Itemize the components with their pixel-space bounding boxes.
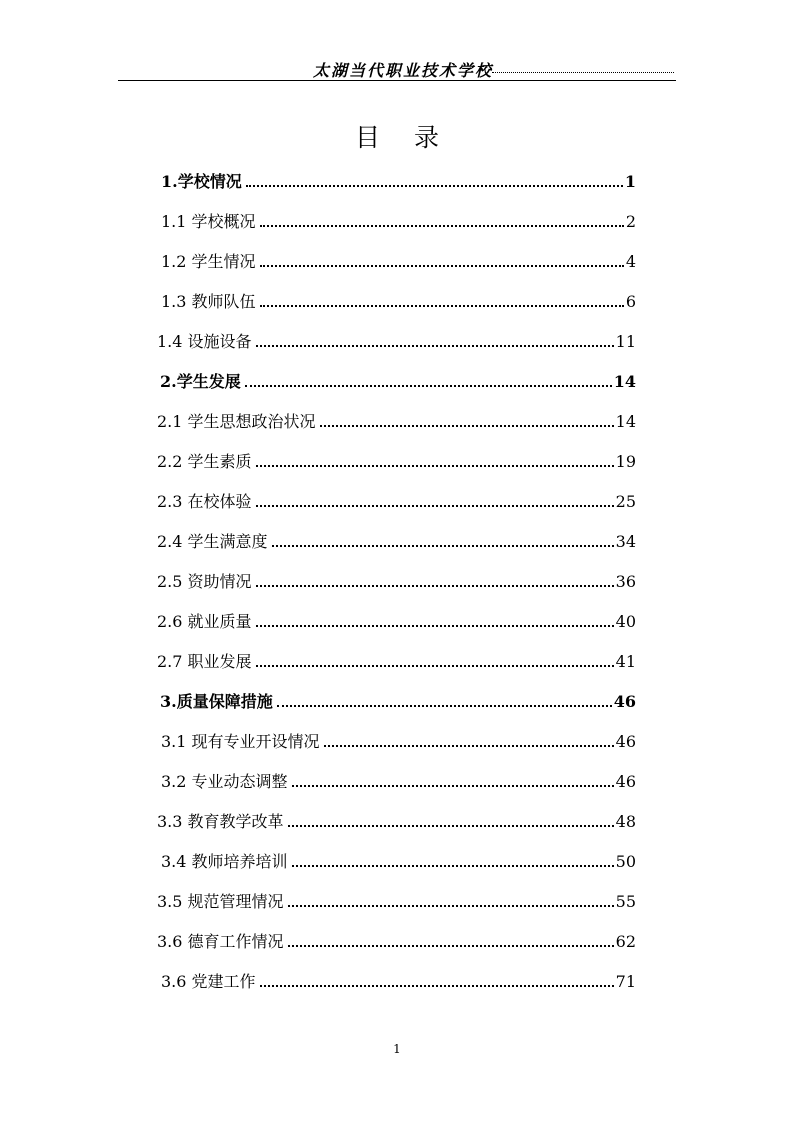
toc-entry bbox=[161, 768, 636, 792]
toc-entry-page: 62 bbox=[615, 932, 636, 951]
toc-entry-label: 1.4 设施设备 bbox=[157, 332, 252, 351]
toc-entry-page: 71 bbox=[615, 972, 636, 991]
toc-entry-label: 2.6 就业质量 bbox=[157, 612, 252, 631]
toc-entry-page: 25 bbox=[615, 492, 636, 511]
toc-dot-leader bbox=[256, 585, 614, 587]
toc-entry bbox=[157, 888, 636, 912]
toc-dot-leader bbox=[256, 465, 614, 467]
toc-dot-leader bbox=[260, 265, 624, 267]
toc-entry bbox=[157, 648, 636, 672]
toc-dot-leader bbox=[246, 185, 623, 187]
toc-dot-leader bbox=[292, 865, 614, 867]
toc-entry-page: 55 bbox=[615, 892, 636, 911]
toc-entry-label: 1.1 学校概况 bbox=[161, 212, 256, 231]
toc-dot-leader bbox=[292, 785, 614, 787]
toc-entry bbox=[157, 408, 636, 432]
toc-dot-leader bbox=[277, 705, 612, 707]
toc-section-entry bbox=[160, 688, 636, 712]
toc-entry-page: 2 bbox=[625, 212, 636, 231]
toc-entry bbox=[157, 928, 636, 952]
toc-entry bbox=[157, 448, 636, 472]
toc-section-entry bbox=[161, 168, 636, 192]
toc-entry bbox=[161, 848, 636, 872]
toc-dot-leader bbox=[260, 985, 614, 987]
toc-dot-leader bbox=[256, 665, 614, 667]
toc-entry-page: 46 bbox=[615, 772, 636, 791]
toc-entry-page: 41 bbox=[615, 652, 636, 671]
toc-section-entry bbox=[160, 368, 636, 392]
toc-entry-label: 3.6 德育工作情况 bbox=[157, 932, 284, 951]
toc-entry-label: 2.4 学生满意度 bbox=[157, 532, 268, 551]
toc-entry-page: 46 bbox=[613, 692, 636, 711]
toc-dot-leader bbox=[272, 545, 614, 547]
toc-dot-leader bbox=[260, 225, 624, 227]
toc-entry-page: 4 bbox=[625, 252, 636, 271]
toc-entry-label: 3.5 规范管理情况 bbox=[157, 892, 284, 911]
page-number: 1 bbox=[393, 1042, 401, 1056]
toc-dot-leader bbox=[256, 505, 614, 507]
toc-dot-leader bbox=[288, 825, 614, 827]
toc-entry-label: 3.质量保障措施 bbox=[160, 692, 273, 711]
toc-dot-leader bbox=[256, 345, 614, 347]
toc-dot-leader bbox=[320, 425, 614, 427]
toc-entry-page: 19 bbox=[615, 452, 636, 471]
toc-entry bbox=[161, 728, 636, 752]
toc-dot-leader bbox=[260, 305, 624, 307]
toc-entry-label: 1.学校情况 bbox=[161, 172, 242, 191]
toc-entry-page: 1 bbox=[624, 172, 636, 191]
toc-entry-label: 2.3 在校体验 bbox=[157, 492, 252, 511]
toc-entry bbox=[157, 808, 636, 832]
toc-entry-page: 34 bbox=[615, 532, 636, 551]
toc-title: 目录 bbox=[354, 123, 473, 152]
toc-entry-page: 46 bbox=[615, 732, 636, 751]
toc-entry-label: 2.7 职业发展 bbox=[157, 652, 252, 671]
toc-entry-label: 3.1 现有专业开设情况 bbox=[161, 732, 320, 751]
toc-entry-page: 50 bbox=[615, 852, 636, 871]
toc-entry-label: 3.3 教育教学改革 bbox=[157, 812, 284, 831]
toc-entry-page: 11 bbox=[615, 332, 636, 351]
toc-entry-label: 3.6 党建工作 bbox=[161, 972, 256, 991]
header-school-name: 太湖当代职业技术学校 bbox=[313, 61, 494, 80]
toc-dot-leader bbox=[288, 945, 614, 947]
toc-entry bbox=[157, 528, 636, 552]
toc-entry-page: 14 bbox=[613, 372, 636, 391]
toc-entry-label: 1.2 学生情况 bbox=[161, 252, 256, 271]
toc-entry-page: 6 bbox=[625, 292, 636, 311]
toc-entry bbox=[161, 288, 636, 312]
toc-entry bbox=[157, 608, 636, 632]
toc-dot-leader bbox=[324, 745, 614, 747]
toc-entry-label: 3.4 教师培养培训 bbox=[161, 852, 288, 871]
toc-entry bbox=[157, 568, 636, 592]
toc-entry bbox=[161, 248, 636, 272]
toc-dot-leader bbox=[256, 625, 614, 627]
toc-entry-page: 40 bbox=[615, 612, 636, 631]
toc-entry bbox=[157, 328, 636, 352]
toc-entry-label: 2.1 学生思想政治状况 bbox=[157, 412, 316, 431]
toc-entry bbox=[161, 208, 636, 232]
toc-entry-page: 48 bbox=[615, 812, 636, 831]
toc-dot-leader bbox=[245, 385, 612, 387]
toc-entry-label: 1.3 教师队伍 bbox=[161, 292, 256, 311]
toc-entry-label: 2.5 资助情况 bbox=[157, 572, 252, 591]
toc-entry bbox=[161, 968, 636, 992]
toc-entry-page: 14 bbox=[615, 412, 636, 431]
toc-entry-page: 36 bbox=[615, 572, 636, 591]
toc-entry-label: 2.2 学生素质 bbox=[157, 452, 252, 471]
toc-entry-label: 3.2 专业动态调整 bbox=[161, 772, 288, 791]
toc-dot-leader bbox=[288, 905, 614, 907]
toc-entry-label: 2.学生发展 bbox=[160, 372, 241, 391]
toc-entry bbox=[157, 488, 636, 512]
